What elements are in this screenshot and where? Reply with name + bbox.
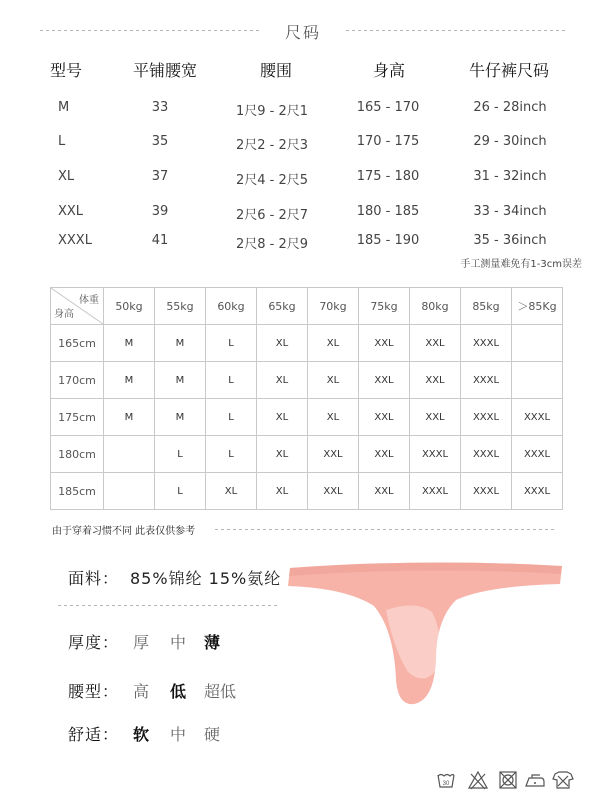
spec-cell: 175 - 180	[356, 169, 420, 184]
height-header: 185cm	[51, 473, 104, 510]
corner-height-label: 身高	[54, 309, 74, 320]
product-image	[286, 560, 566, 710]
spec-cell: 2尺4 - 2尺5	[235, 173, 309, 188]
size-cell: L	[206, 436, 257, 473]
size-cell	[512, 362, 563, 399]
size-cell: M	[104, 399, 155, 436]
page-title: 尺码	[284, 23, 321, 42]
iron-icon	[524, 770, 546, 790]
size-cell: XXXL	[461, 399, 512, 436]
thickness-label: 厚度：	[68, 633, 120, 652]
size-cell: XL	[257, 362, 308, 399]
dry-clean-icon	[552, 770, 574, 790]
spec-cell: 37	[151, 169, 169, 184]
size-cell: XXL	[359, 325, 410, 362]
spec-cell: 33	[151, 100, 169, 115]
size-cell: M	[155, 399, 206, 436]
waist-option: 高	[133, 682, 150, 701]
size-cell: XXL	[359, 436, 410, 473]
grid-row	[51, 325, 563, 362]
reference-divider	[215, 529, 555, 530]
no-bleach-icon	[468, 770, 488, 790]
size-cell: XXL	[410, 362, 461, 399]
size-cell: XXXL	[461, 473, 512, 510]
size-cell: XL	[308, 325, 359, 362]
wash-30-icon	[436, 770, 456, 790]
measurement-note: 手工测量难免有1-3cm误差	[460, 259, 582, 270]
wash-temp-label: 30	[442, 781, 450, 787]
spec-cell: L	[58, 134, 66, 149]
grid-row	[51, 399, 563, 436]
size-cell: L	[206, 362, 257, 399]
weight-header: 80kg	[410, 288, 461, 325]
height-header: 165cm	[51, 325, 104, 362]
size-cell: XXL	[359, 362, 410, 399]
size-cell: XL	[206, 473, 257, 510]
spec-cell: XXL	[58, 204, 84, 219]
comfort-option: 中	[170, 725, 187, 744]
size-cell: M	[155, 325, 206, 362]
size-cell: M	[104, 325, 155, 362]
size-cell	[512, 325, 563, 362]
fabric-value: 85%锦纶 15%氨纶	[130, 569, 282, 588]
spec-cell: 2尺2 - 2尺3	[235, 138, 309, 153]
spec-cell: 2尺8 - 2尺9	[235, 237, 309, 252]
weight-header: 55kg	[155, 288, 206, 325]
weight-header: ＞85Kg	[512, 288, 563, 325]
spec-header: 身高	[372, 61, 406, 80]
size-cell: XXXL	[512, 436, 563, 473]
size-cell: XXL	[410, 325, 461, 362]
weight-header: 50kg	[104, 288, 155, 325]
height-header: 180cm	[51, 436, 104, 473]
weight-header: 70kg	[308, 288, 359, 325]
fabric-label: 面料：	[68, 569, 120, 588]
comfort-option: 硬	[204, 725, 221, 744]
size-cell: L	[206, 399, 257, 436]
grid-row	[51, 362, 563, 399]
size-cell: XXXL	[410, 436, 461, 473]
fabric-divider	[58, 605, 278, 606]
spec-cell: 185 - 190	[356, 233, 420, 248]
size-cell: XL	[257, 436, 308, 473]
size-cell: L	[155, 473, 206, 510]
tumble-dry-icon	[498, 770, 518, 790]
grid-row	[51, 473, 563, 510]
spec-cell: XXXL	[58, 233, 92, 248]
size-cell: XXXL	[461, 436, 512, 473]
spec-header: 平铺腰宽	[132, 61, 198, 80]
size-cell: XL	[257, 473, 308, 510]
comfort-label: 舒适：	[68, 725, 120, 744]
spec-cell: M	[58, 100, 70, 115]
spec-cell: 41	[151, 233, 169, 248]
size-cell: L	[206, 325, 257, 362]
height-header: 170cm	[51, 362, 104, 399]
spec-cell: 35	[151, 134, 169, 149]
spec-cell: 180 - 185	[356, 204, 420, 219]
thickness-option: 中	[170, 633, 187, 652]
spec-header: 腰围	[259, 61, 293, 80]
size-cell: M	[104, 362, 155, 399]
size-cell: XXXL	[461, 362, 512, 399]
waist-option: 低	[170, 682, 187, 701]
size-cell	[104, 473, 155, 510]
spec-header: 牛仔裤尺码	[468, 61, 550, 80]
size-cell: XL	[308, 362, 359, 399]
spec-cell: 29 - 30inch	[473, 134, 547, 149]
spec-cell: 1尺9 - 2尺1	[235, 104, 309, 119]
spec-cell: 31 - 32inch	[473, 169, 547, 184]
comfort-option: 软	[133, 725, 150, 744]
height-header: 175cm	[51, 399, 104, 436]
size-cell: XXL	[359, 473, 410, 510]
title-divider-right	[346, 30, 566, 31]
thickness-option: 薄	[204, 633, 221, 652]
spec-cell: 35 - 36inch	[473, 233, 547, 248]
spec-cell: XL	[58, 169, 75, 184]
weight-header: 65kg	[257, 288, 308, 325]
spec-cell: 2尺6 - 2尺7	[235, 208, 309, 223]
size-cell: XL	[257, 399, 308, 436]
thickness-option: 厚	[133, 633, 150, 652]
size-cell: XL	[308, 399, 359, 436]
size-cell: XL	[257, 325, 308, 362]
size-cell: XXL	[308, 436, 359, 473]
size-cell: XXL	[359, 399, 410, 436]
spec-cell: 33 - 34inch	[473, 204, 547, 219]
waist-type-label: 腰型：	[68, 682, 120, 701]
grid-corner	[51, 288, 104, 325]
size-chart-grid	[50, 287, 563, 510]
size-cell: XXXL	[512, 399, 563, 436]
size-cell: L	[155, 436, 206, 473]
grid-row	[51, 436, 563, 473]
spec-cell: 26 - 28inch	[473, 100, 547, 115]
spec-header: 型号	[49, 61, 83, 80]
size-cell: XXL	[308, 473, 359, 510]
size-cell	[104, 436, 155, 473]
size-cell: XXXL	[512, 473, 563, 510]
weight-header: 60kg	[206, 288, 257, 325]
grid-header-row	[51, 288, 563, 325]
spec-cell: 165 - 170	[356, 100, 420, 115]
size-cell: XXXL	[410, 473, 461, 510]
reference-note: 由于穿着习惯不同 此表仅供参考	[52, 526, 196, 537]
size-cell: M	[155, 362, 206, 399]
spec-cell: 170 - 175	[356, 134, 420, 149]
spec-cell: 39	[151, 204, 169, 219]
size-cell: XXXL	[461, 325, 512, 362]
waist-option: 超低	[204, 682, 237, 701]
thong-illustration	[288, 562, 562, 704]
size-cell: XXL	[410, 399, 461, 436]
weight-header: 85kg	[461, 288, 512, 325]
corner-weight-label: 体重	[79, 295, 99, 306]
weight-header: 75kg	[359, 288, 410, 325]
